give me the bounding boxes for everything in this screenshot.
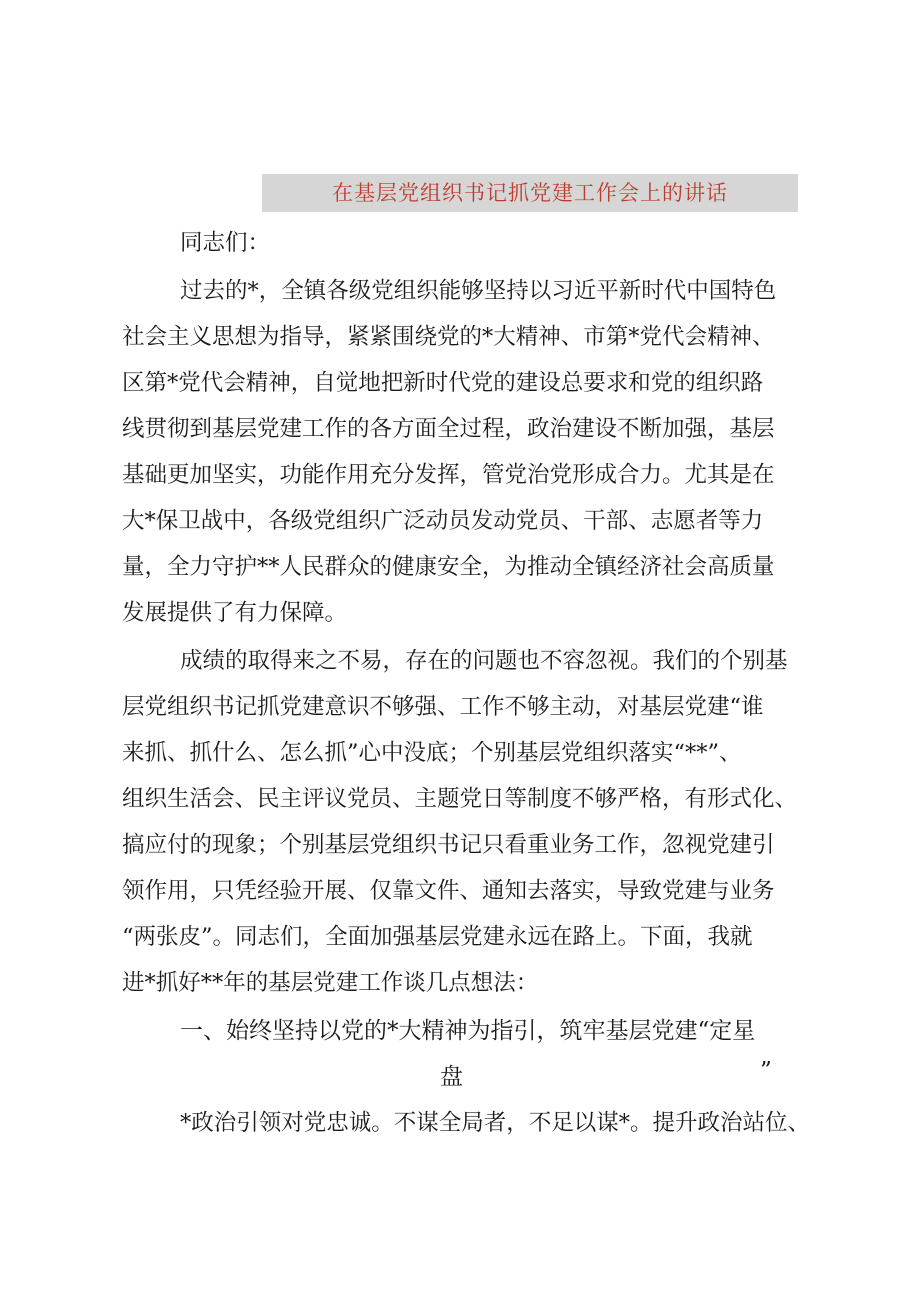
paragraph-line: 社会主义思想为指导，紧紧围绕党的*大精神、市第*党代会精神、 — [122, 324, 775, 350]
paragraph-line: *政治引领对党忠诚。不谋全局者，不足以谋*。提升政治站位、 — [180, 1110, 811, 1136]
paragraph-line: 领作用，只凭经验开展、仅靠文件、通知去落实，导致党建与业务 — [122, 878, 775, 904]
paragraph-line: 成绩的取得来之不易，存在的问题也不容忽视。我们的个别基 — [180, 648, 788, 674]
paragraph-line: “两张皮”。同志们，全面加强基层党建永远在路上。下面，我就 — [122, 924, 753, 950]
paragraph-line: 量，全力守护**人民群众的健康安全，为推动全镇经济社会高质量 — [122, 554, 775, 580]
paragraph-line: 过去的*，全镇各级党组织能够坚持以习近平新时代中国特色 — [180, 278, 777, 304]
paragraph-line: 基础更加坚实，功能作用充分发挥，管党治党形成合力。尤其是在 — [122, 462, 775, 488]
paragraph-line: 进*抓好**年的基层党建工作谈几点想法： — [122, 970, 539, 996]
paragraph-line: 来抓、抓什么、怎么抓”心中没底；个别基层党组织落实“**”、 — [122, 740, 742, 766]
paragraph-line: 组织生活会、民主评议党员、主题党日等制度不够严格，有形式化、 — [122, 786, 798, 812]
closing-quote: ” — [760, 1058, 772, 1084]
section-heading-continued: 盘 — [440, 1064, 463, 1090]
paragraph-line: 线贯彻到基层党建工作的各方面全过程，政治建设不断加强，基层 — [122, 416, 775, 442]
paragraph-line: 区第*党代会精神，自觉地把新时代党的建设总要求和党的组织路 — [122, 370, 764, 396]
salutation: 同志们： — [180, 230, 271, 256]
paragraph-line: 发展提供了有力保障。 — [122, 600, 348, 626]
section-heading: 一、始终坚持以党的*大精神为指引，筑牢基层党建“定星 — [180, 1018, 756, 1044]
document-title: 在基层党组织书记抓党建工作会上的讲话 — [332, 181, 728, 205]
paragraph-line: 搞应付的现象；个别基层党组织书记只看重业务工作，忽视党建引 — [122, 832, 775, 858]
paragraph-line: 大*保卫战中，各级党组织广泛动员发动党员、干部、志愿者等力 — [122, 508, 764, 534]
title-highlight — [262, 174, 798, 212]
paragraph-line: 层党组织书记抓党建意识不够强、工作不够主动，对基层党建“谁 — [122, 694, 764, 720]
